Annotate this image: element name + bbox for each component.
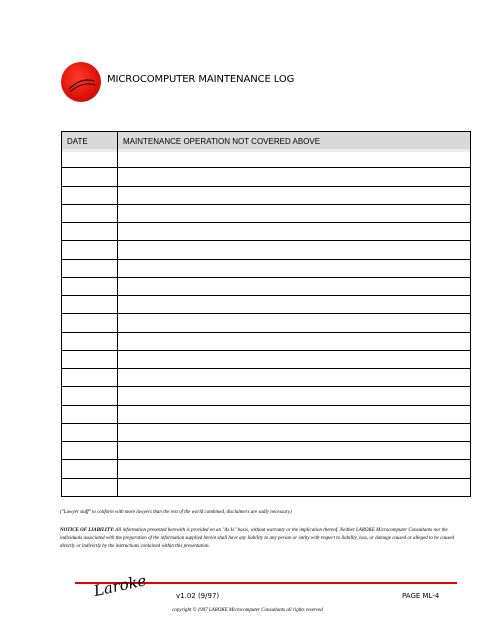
table-row xyxy=(62,423,470,424)
version-label: v1.02 (9/97) xyxy=(176,592,220,600)
copyright-line: copyright © 1997 LAROKE Microcomputer Consultants all rights reserved xyxy=(172,608,323,613)
column-header-operation: MAINTENANCE OPERATION NOT COVERED ABOVE xyxy=(123,137,321,146)
table-row xyxy=(62,332,470,333)
table-row xyxy=(62,350,470,351)
table-row xyxy=(62,295,470,296)
log-rows xyxy=(62,132,470,496)
maintenance-log-table xyxy=(61,131,471,497)
table-row xyxy=(62,186,470,187)
table-row xyxy=(62,313,470,314)
column-header-date: DATE xyxy=(67,137,88,146)
company-logo xyxy=(61,62,101,102)
liability-heading: NOTICE OF LIABILITY: xyxy=(60,528,115,533)
signature: Laroke xyxy=(92,571,148,600)
lawyer-note: ("Lawyer stuff" to conform with more lawyers than the rest of the world combined, disclaimers are sadly necessary) xyxy=(60,510,292,515)
table-row xyxy=(62,204,470,205)
table-row xyxy=(62,277,470,278)
table-row xyxy=(62,240,470,241)
logo-emblem-icon xyxy=(61,62,101,102)
table-row xyxy=(62,441,470,442)
table-row xyxy=(62,368,470,369)
table-row xyxy=(62,386,470,387)
page-number: PAGE ML-4 xyxy=(402,592,440,600)
table-row xyxy=(62,167,470,168)
table-row xyxy=(62,459,470,460)
liability-notice xyxy=(60,527,460,551)
table-row xyxy=(62,222,470,223)
table-row xyxy=(62,405,470,406)
page-title: MICROCOMPUTER MAINTENANCE LOG xyxy=(107,74,295,85)
liability-text: All information presented herewith is provided on an "As Is" basis, without warranty or the implication thereof. Neither LAROKE Microcomputer Consultants nor the individuals associated with the preparation of the information supplied herein shall have any liability to any person or entity with respect to liability, loss, or damage caused or alleged to be caused directly or indirectly by the instructions contained within this presentation. xyxy=(60,528,454,549)
table-row xyxy=(62,478,470,479)
table-row xyxy=(62,259,470,260)
